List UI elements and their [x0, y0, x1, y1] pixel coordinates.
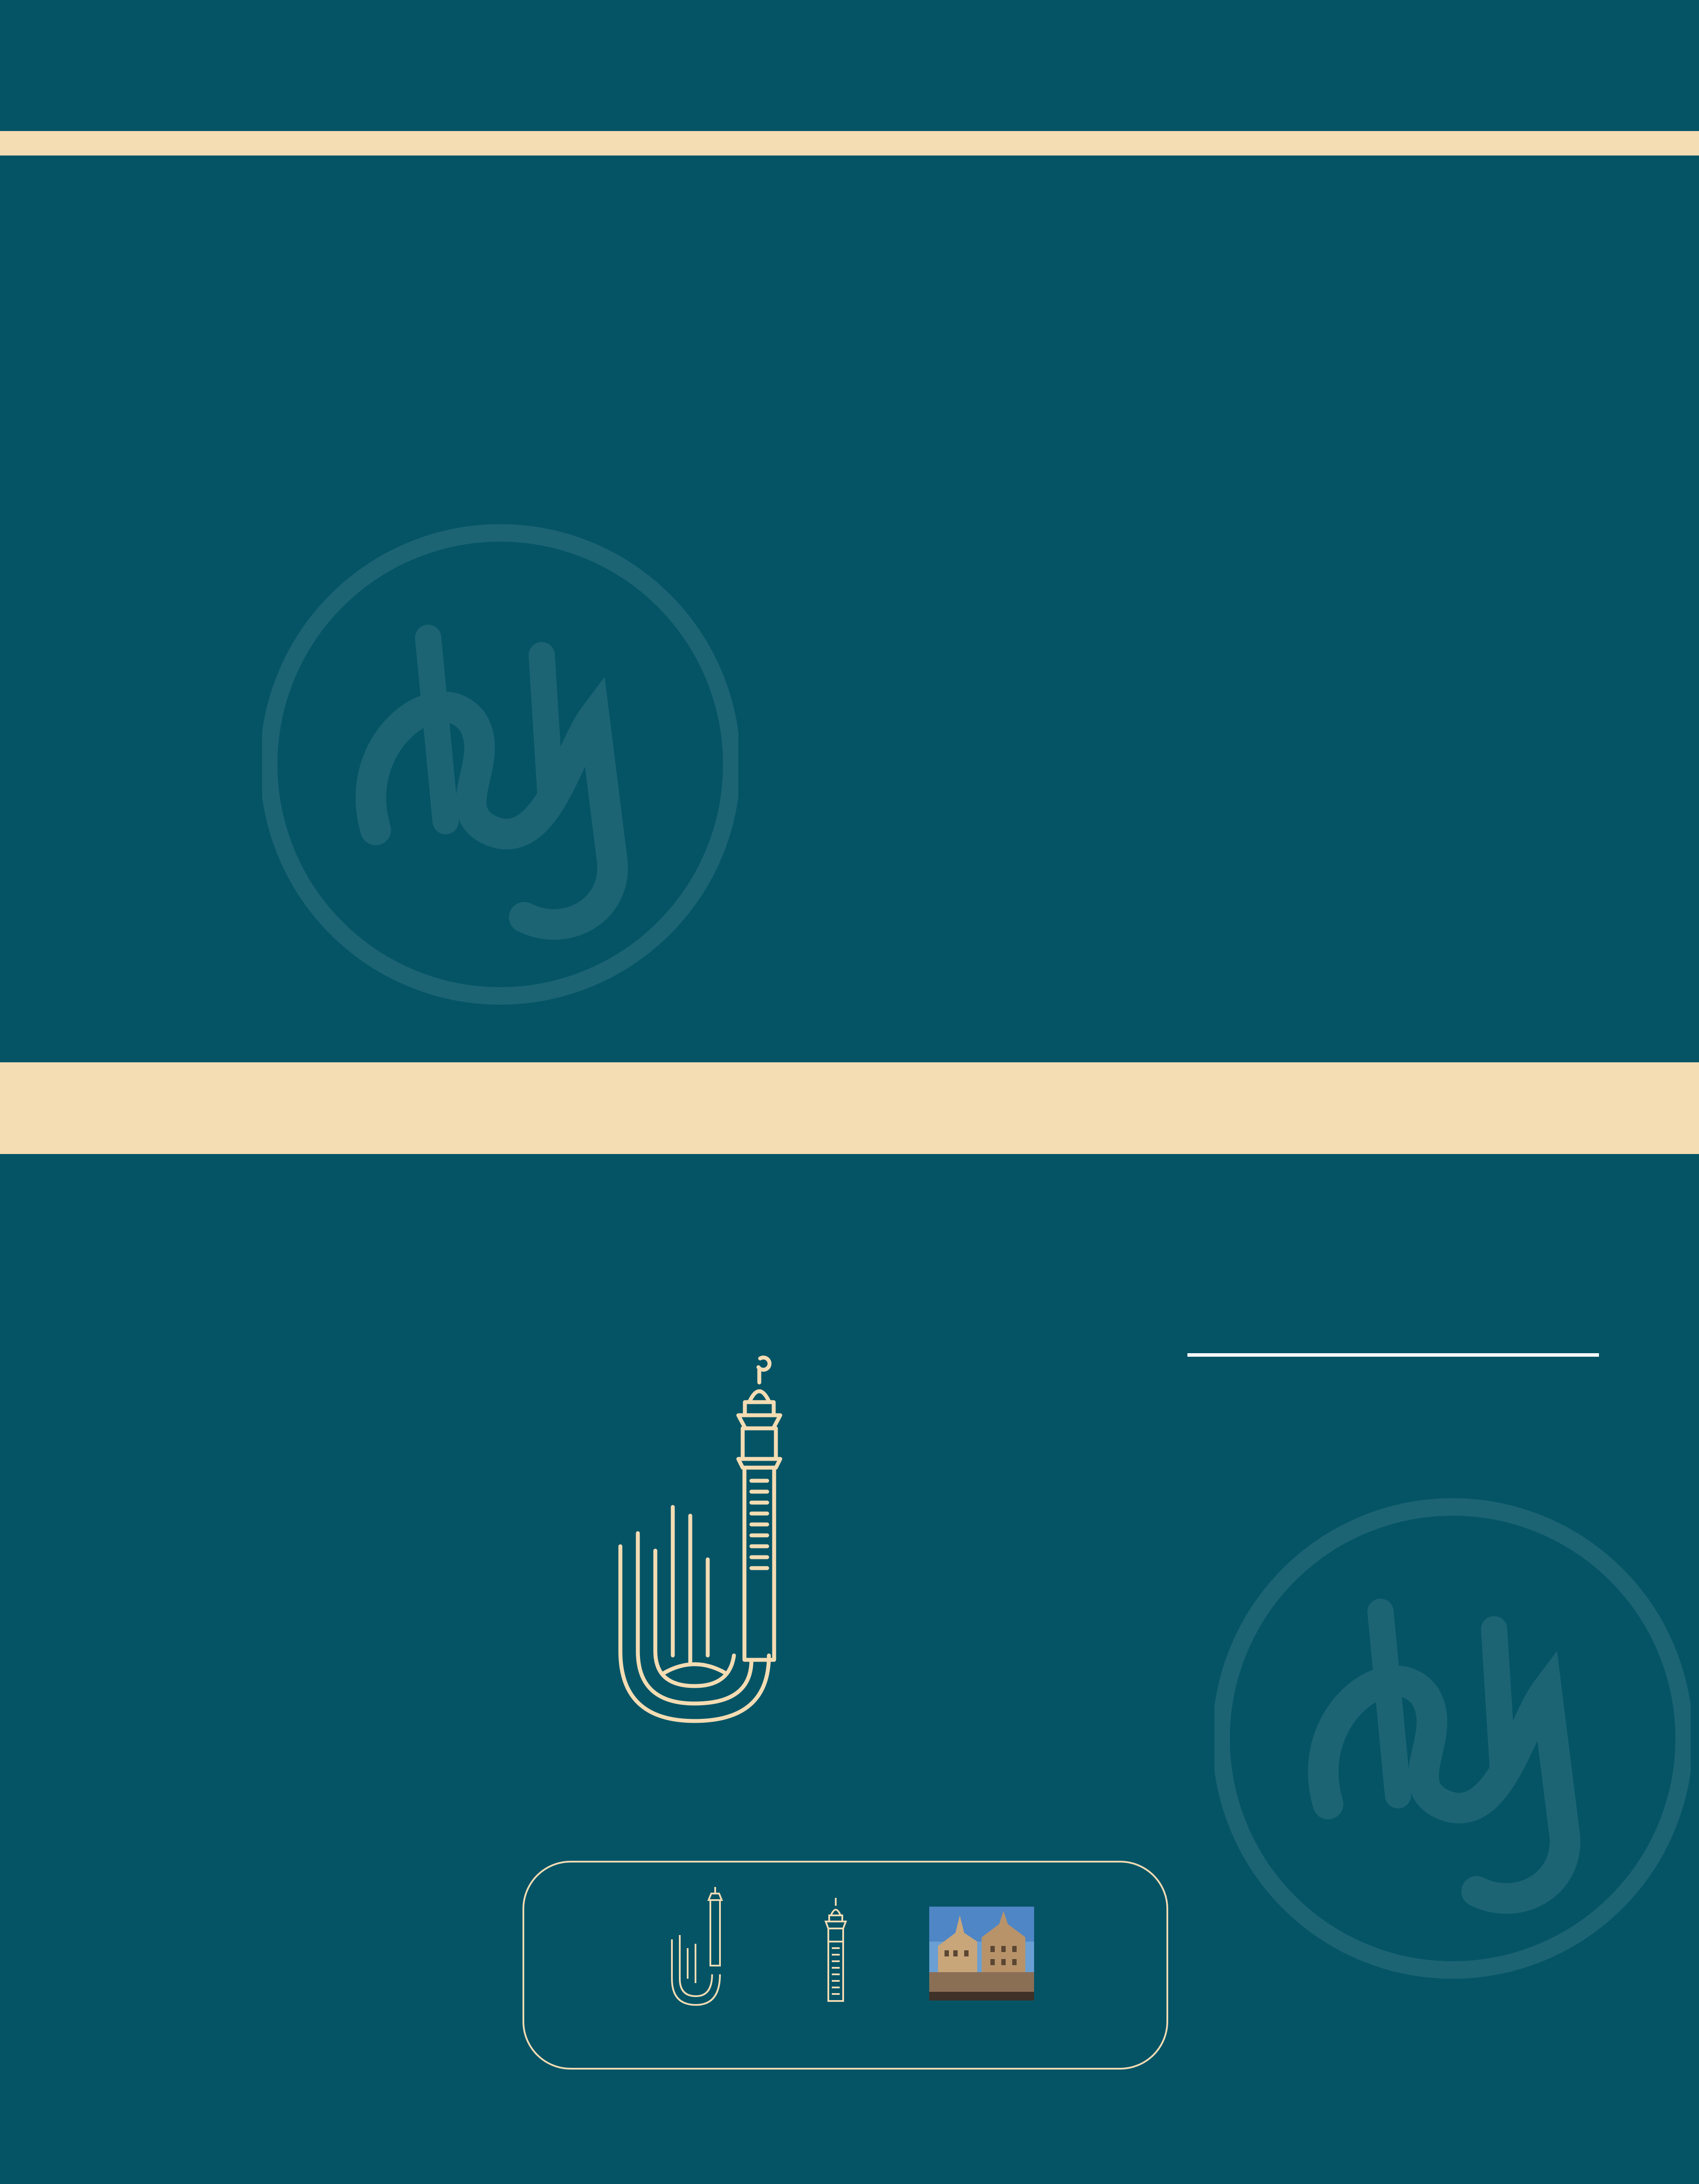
towers-photo	[929, 1907, 1034, 2001]
calligraphy-watermark-1	[262, 524, 738, 1005]
top-arch-pattern	[0, 0, 1699, 105]
concept-logo-icon	[668, 1887, 729, 2009]
bottom-tower-pattern	[0, 2092, 1699, 2184]
calligraphy-watermark-2	[1215, 1498, 1691, 1979]
top-cream-stripe	[0, 131, 1699, 156]
makkah-tower-logo-icon	[612, 1350, 795, 1725]
section-title-underline	[1187, 1353, 1599, 1357]
middle-cream-stripe	[0, 1062, 1699, 1154]
concept-tower-icon	[820, 1898, 851, 2003]
